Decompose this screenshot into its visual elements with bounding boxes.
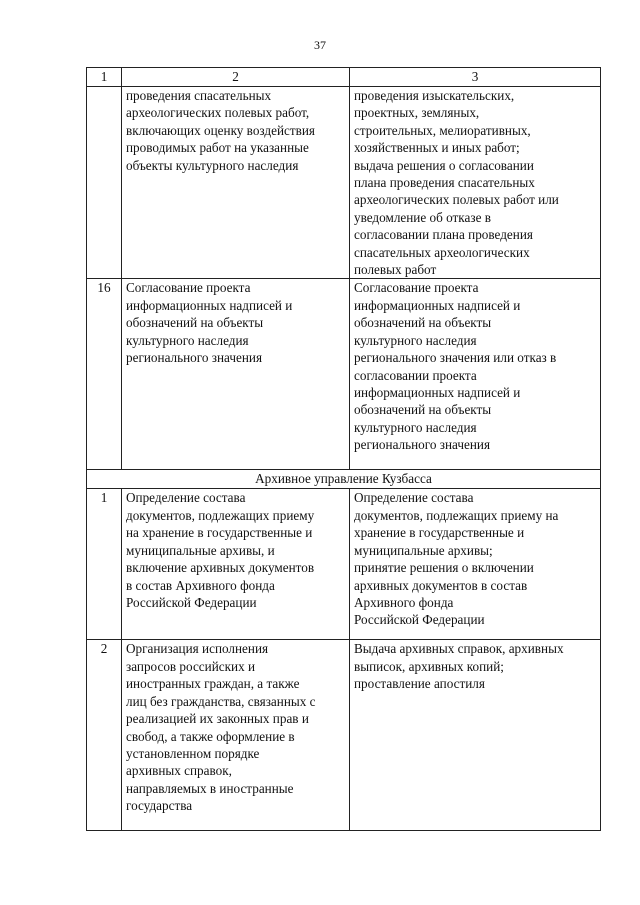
- header-cell-2: 2: [122, 68, 350, 87]
- row-number: 2: [87, 640, 122, 831]
- header-cell-3: 3: [350, 68, 601, 87]
- service-name-cell: Организация исполнения запросов российских и иностранных граждан, а также лиц без гражданства, связанных с реализацией их законных прав и свобод, а также оформление в установленном порядке архивных справок, направляемых в иностранные государства: [122, 640, 350, 831]
- section-header-row: [87, 470, 601, 489]
- service-description-cell: Согласование проекта информационных надписей и обозначений на объекты культурного наследия регионального значения или отказ в согласовании проекта информационных надписей и обозначений на объекты культурного наследия регионального значения: [350, 279, 601, 470]
- service-description-cell: Выдача архивных справок, архивных выписок, архивных копий; проставление апостиля: [350, 640, 601, 831]
- table-row: [87, 279, 601, 470]
- row-number: 1: [87, 489, 122, 640]
- row-number: 16: [87, 279, 122, 470]
- page-number: 37: [314, 38, 326, 52]
- header-cell-1: 1: [87, 68, 122, 87]
- section-title: Архивное управление Кузбасса: [87, 470, 601, 489]
- table-header-row: [87, 68, 601, 87]
- row-number: [87, 87, 122, 279]
- table-row: [87, 489, 601, 640]
- service-description-cell: Определение состава документов, подлежащих приему на хранение в государственные и муниципальные архивы; принятие решения о включении архивных документов в состав Архивного фонда Российской Федерации: [350, 489, 601, 640]
- service-name-cell: проведения спасательных археологических полевых работ, включающих оценку воздействия проводимых работ на указанные объекты культурного наследия: [122, 87, 350, 279]
- table-row: [87, 87, 601, 279]
- document-table: [86, 67, 601, 831]
- table-row: [87, 640, 601, 831]
- service-name-cell: Определение состава документов, подлежащих приему на хранение в государственные и муниципальные архивы, и включение архивных документов в состав Архивного фонда Российской Федерации: [122, 489, 350, 640]
- service-name-cell: Согласование проекта информационных надписей и обозначений на объекты культурного наследия регионального значения: [122, 279, 350, 470]
- service-description-cell: проведения изыскательских, проектных, земляных, строительных, мелиоративных, хозяйственных и иных работ; выдача решения о согласовании плана проведения спасательных археологических полевых работ или уведомление об отказе в согласовании плана проведения спасательных археологических полевых работ: [350, 87, 601, 279]
